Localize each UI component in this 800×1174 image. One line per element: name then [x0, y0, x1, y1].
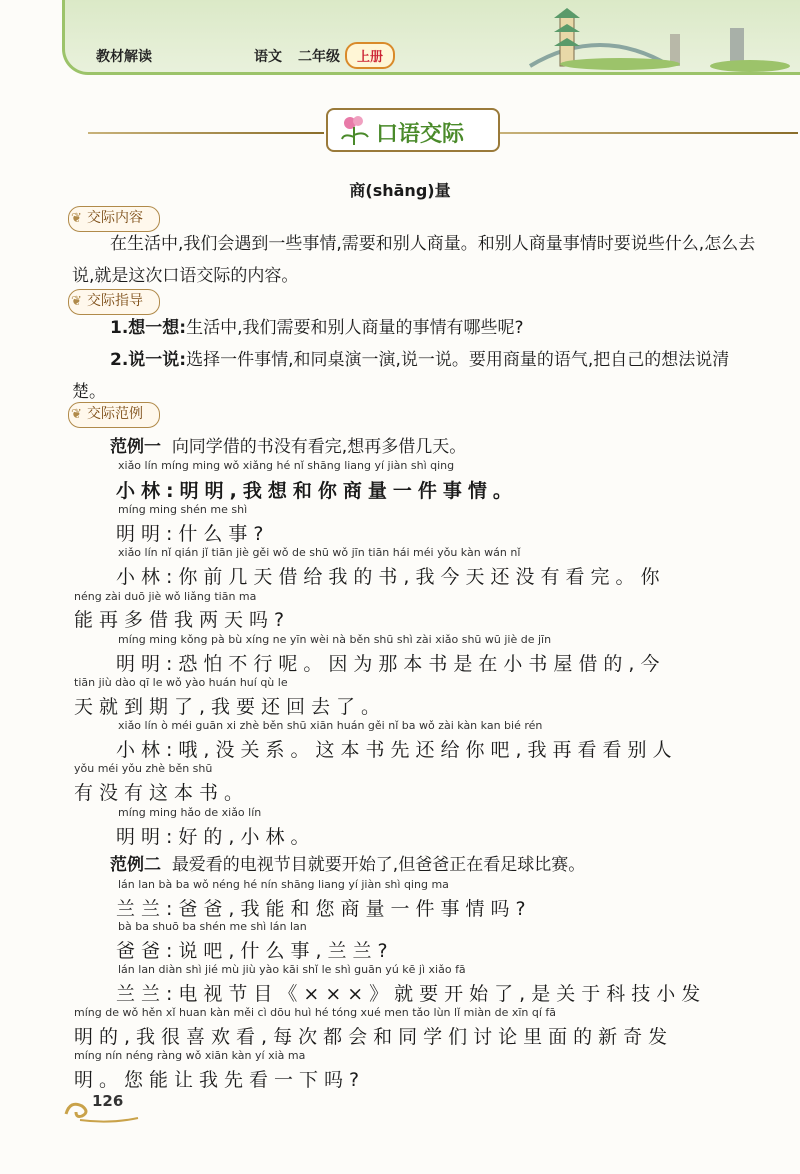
dialogue-line: 小林:明明,我想和你商量一件事情。 [116, 480, 518, 502]
pinyin-line: néng zài duō jiè wǒ liǎng tiān ma [74, 590, 257, 603]
banner-rule-left [88, 132, 324, 134]
example-2-heading: 范例二 最爱看的电视节目就要开始了,但爸爸正在看足球比赛。 [110, 855, 586, 875]
dialogue-line: 兰兰:爸爸,我能和您商量一件事情吗? [116, 898, 532, 920]
pinyin-line: xiǎo lín nǐ qián jǐ tiān jiè gěi wǒ de shū wǒ jīn tiān hái méi yǒu kàn wán nǐ [118, 546, 521, 559]
content-paragraph: 在生活中,我们会遇到一些事情,需要和别人商量。和别人商量事情时要说些什么,怎么去说,就是这次口语交际的内容。 [72, 234, 756, 286]
curl-icon: ❦ [71, 211, 82, 226]
pinyin-line: xiǎo lín míng ming wǒ xiǎng hé nǐ shāng liang yí jiàn shì qing [118, 459, 455, 472]
header-grade: 二年级 [298, 49, 340, 65]
curl-icon: ❦ [71, 407, 82, 422]
dialogue-line: 天就到期了,我要还回去了。 [74, 696, 387, 718]
pinyin-line: míng de wǒ hěn xǐ huan kàn měi cì dōu huì hé tóng xué men tǎo lùn lǐ miàn de xīn qí fā [74, 1006, 557, 1019]
section-label-example [68, 402, 160, 428]
dialogue-line: 明明:什么事? [116, 523, 270, 545]
pinyin-line: míng ming shén me shì [118, 503, 248, 516]
dialogue-line: 小林:你前几天借给我的书,我今天还没有看完。你 [116, 566, 666, 588]
section-label-text: 交际范例 [87, 406, 143, 422]
dialogue-line: 明明:好的,小林。 [116, 826, 316, 848]
dialogue-line: 兰兰:电视节目《×××》就要开始了,是关于科技小发 [116, 983, 707, 1005]
guide-item-2: 2.说一说:选择一件事情,和同桌演一演,说一说。要用商量的语气,把自己的想法说清楚。 [72, 350, 730, 402]
dialogue-line: 能再多借我两天吗? [74, 609, 291, 631]
pinyin-line: tiān jiù dào qī le wǒ yào huán huí qù le [74, 676, 288, 689]
header-subject: 语文 [254, 49, 282, 65]
dialogue-line: 明。您能让我先看一下吗? [74, 1069, 366, 1091]
dialogue-line: 小林:哦,没关系。这本书先还给你吧,我再看看别人 [116, 739, 678, 761]
section-label-text: 交际指导 [87, 293, 143, 309]
header-book-title: 教材解读 [96, 49, 152, 65]
section-banner [88, 108, 800, 154]
pinyin-line: xiǎo lín ò méi guān xi zhè běn shū xiān huán gěi nǐ ba wǒ zài kàn kan bié rén [118, 719, 543, 732]
page-header [0, 0, 800, 80]
dialogue-line: 有没有这本书。 [74, 782, 250, 804]
page-number: 126 [92, 1092, 124, 1110]
pinyin-line: yǒu méi yǒu zhè běn shū [74, 762, 213, 775]
example-1-heading: 范例一 向同学借的书没有看完,想再多借几天。 [110, 437, 467, 457]
pagoda-illustration-icon [520, 4, 790, 74]
header-volume-badge: 上册 [345, 42, 395, 69]
pinyin-line: bà ba shuō ba shén me shì lán lan [118, 920, 307, 933]
banner-title: 口语交际 [376, 122, 465, 147]
guide-item-1: 1.想一想:生活中,我们需要和别人商量的事情有哪些呢? [110, 318, 524, 338]
lesson-title: 商(shāng)量 [349, 181, 451, 200]
dialogue-line: 明明:恐怕不行呢。因为那本书是在小书屋借的,今 [116, 653, 666, 675]
banner-rule-right [498, 132, 798, 134]
dialogue-line: 明的,我很喜欢看,每次都会和同学们讨论里面的新奇发 [74, 1026, 674, 1048]
banner-box [326, 108, 500, 152]
pinyin-line: lán lan bà ba wǒ néng hé nín shāng liang yí jiàn shì qing ma [118, 878, 449, 891]
flower-icon [336, 113, 374, 147]
curl-icon: ❦ [71, 294, 82, 309]
pinyin-line: míng ming kǒng pà bù xíng ne yīn wèi nà běn shū shì zài xiǎo shū wū jiè de jīn [118, 633, 552, 646]
section-label-text: 交际内容 [87, 210, 143, 226]
pinyin-line: míng ming hǎo de xiǎo lín [118, 806, 262, 819]
pinyin-line: lán lan diàn shì jié mù jiù yào kāi shǐ le shì guān yú kē jì xiǎo fā [118, 963, 466, 976]
dialogue-line: 爸爸:说吧,什么事,兰兰? [116, 940, 394, 962]
pinyin-line: míng nín néng ràng wǒ xiān kàn yí xià ma [74, 1049, 306, 1062]
